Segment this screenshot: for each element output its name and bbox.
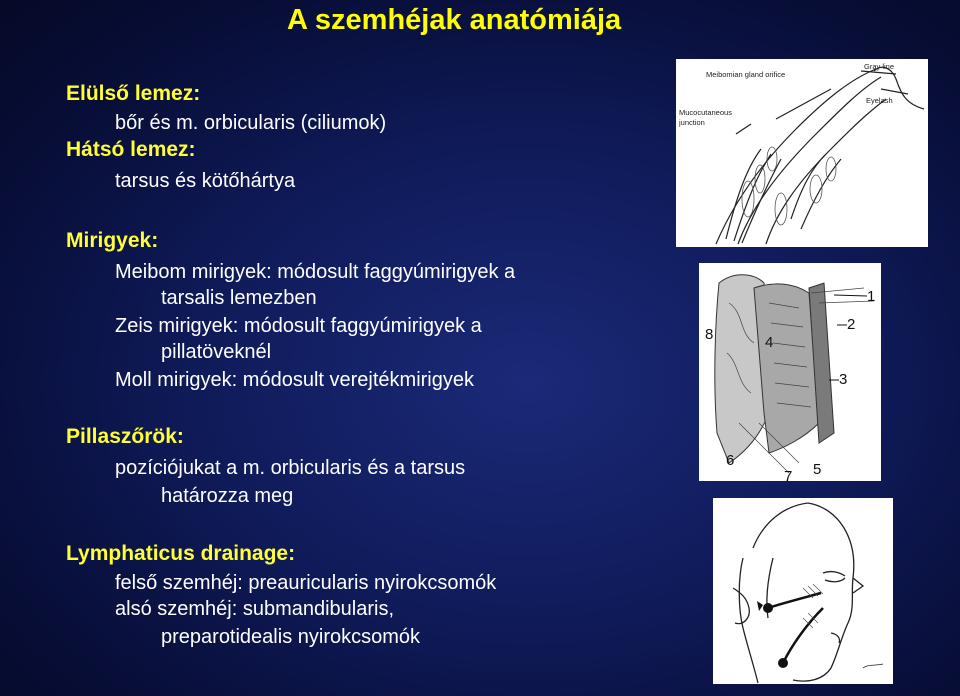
eyelid-histology-diagram xyxy=(699,263,881,481)
text-lashes-line-2: határozza meg xyxy=(161,485,294,507)
text-zeis-line-1: Zeis mirigyek: módosult faggyúmirigyek a xyxy=(115,315,482,337)
text-back-lamella: tarsus és kötőhártya xyxy=(115,170,296,192)
label-n1: 1 xyxy=(867,288,876,305)
text-zeis-line-2: pillatöveknél xyxy=(161,341,272,363)
label-n5: 5 xyxy=(813,461,822,478)
label-n7: 7 xyxy=(784,468,793,481)
heading-front-lamella: Elülső lemez: xyxy=(66,82,201,105)
label-n3: 3 xyxy=(839,371,848,388)
label-meibomian: Meibomian gland orifice xyxy=(706,70,786,79)
heading-glands: Mirigyek: xyxy=(66,229,159,252)
label-n2: 2 xyxy=(847,316,856,333)
heading-lymph: Lymphaticus drainage: xyxy=(66,542,296,565)
text-lymph-upper: felső szemhéj: preauricularis nyirokcsomók xyxy=(115,572,497,594)
label-n4: 4 xyxy=(765,334,774,351)
text-moll: Moll mirigyek: módosult verejtékmirigyek xyxy=(115,369,474,391)
text-meibom-line-1: Meibom mirigyek: módosult faggyúmirigyek a xyxy=(115,261,516,283)
text-lymph-lower-1: alsó szemhéj: submandibularis, xyxy=(115,598,395,620)
heading-back-lamella: Hátsó lemez: xyxy=(66,138,196,161)
text-lashes-line-1: pozíciójukat a m. orbicularis és a tarsus xyxy=(115,457,466,479)
label-gray-line: Gray line xyxy=(864,62,895,71)
heading-lashes: Pillaszőrök: xyxy=(66,425,184,448)
slide-title: A szemhéjak anatómiája xyxy=(287,4,622,36)
text-front-lamella: bőr és m. orbicularis (ciliumok) xyxy=(115,112,387,134)
label-mucocutaneous-1: Mucocutaneous xyxy=(679,108,732,117)
label-n6: 6 xyxy=(726,452,735,469)
label-eyelash: Eyelash xyxy=(866,96,893,105)
eyelid-margin-diagram xyxy=(676,59,928,247)
text-lymph-lower-2: preparotidealis nyirokcsomók xyxy=(161,626,421,648)
label-mucocutaneous-2: junction xyxy=(679,118,705,127)
label-n8: 8 xyxy=(705,326,714,343)
lymphatic-drainage-diagram xyxy=(713,498,893,684)
text-meibom-line-2: tarsalis lemezben xyxy=(161,287,317,309)
